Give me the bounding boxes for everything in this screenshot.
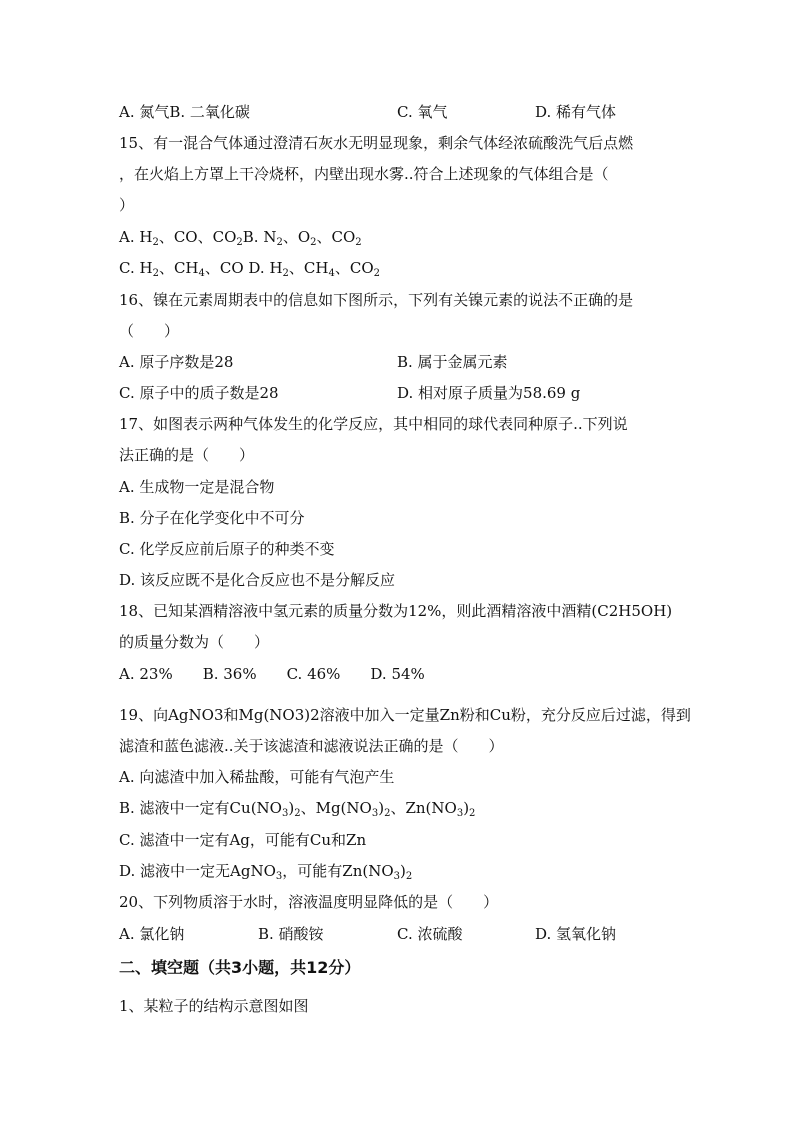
q19-text: 、Mg(NO [300,799,372,817]
q15-text: 、CH [158,259,199,277]
q15-subscript: 4 [328,268,335,279]
q19-option-b [119,798,475,818]
q15-stem-line1: 15、有一混合气体通过澄清石灰水无明显现象，剩余气体经浓硫酸洗气后点燃 [119,134,634,152]
q19-subscript: 3 [275,871,283,882]
q17-stem-line1: 17、如图表示两种气体发生的化学反应，其中相同的球代表同种原子..下列说 [119,415,628,433]
q19-text: B. 滤液中一定有Cu(NO [119,799,282,817]
q15-subscript: 2 [373,268,380,279]
q19-subscript: 2 [405,871,413,882]
q20-option-a: A. 氯化钠 [119,925,185,943]
q15-text: A. H [119,228,153,246]
q19-text: ) [378,799,385,817]
q19-subscript: 2 [294,808,301,819]
q18-options: A. 23% B. 36% C. 46% D. 54% [119,665,425,683]
q19-option-a: A. 向滤渣中加入稀盐酸，可能有气泡产生 [119,768,395,786]
q19-text: 、Zn(NO [390,799,457,817]
section2-question-1: 1、某粒子的结构示意图如图 [119,997,309,1015]
q15-text: 、O [282,228,311,246]
q19-option-c: C. 滤渣中一定有Ag，可能有Cu和Zn [119,831,367,849]
q19-text: ) [463,799,470,817]
q19-subscript: 2 [384,808,391,819]
q19-subscript: 3 [393,871,400,882]
q17-option-d: D. 该反应既不是化合反应也不是分解反应 [119,571,396,589]
q17-stem-line2: 法正确的是（ ） [119,446,255,464]
q15-subscript: 2 [152,268,159,279]
q17-option-c: C. 化学反应前后原子的种类不变 [119,540,335,558]
q19-text: ，可能有Zn(NO [282,862,394,880]
q19-text: ) [288,799,295,817]
q19-subscript: 3 [371,808,379,819]
q16-option-a: A. 原子序数是28 [119,353,234,371]
q15-options-ab [119,227,362,247]
q19-subscript: 3 [281,808,289,819]
q18-stem-line1: 18、已知某酒精溶液中氢元素的质量分数为12%，则此酒精溶液中酒精(C2H5OH) [119,602,673,620]
q19-text: ) [400,862,406,880]
q20-option-d: D. 氢氧化钠 [535,925,617,943]
q15-subscript: 2 [276,237,283,248]
q15-text: B. N [242,228,277,246]
q15-text: 、CO、CO [158,228,237,246]
q16-option-b: B. 属于金属元素 [397,353,508,371]
q19-option-d [119,861,412,881]
q15-stem-line2: ，在火焰上方罩上干冷烧杯，内壁出现水雾..符合上述现象的气体组合是（ [119,165,609,183]
q19-stem-line1: 19、向AgNO3和Mg(NO3)2溶液中加入一定量Zn粉和Cu粉，充分反应后过滤，得到 [119,706,691,724]
q15-text: C. H [119,259,153,277]
q20-option-b: B. 硝酸铵 [258,925,324,943]
q15-subscript: 2 [310,237,317,248]
q19-stem-line2: 滤渣和蓝色滤液..关于该滤渣和滤液说法正确的是（ ） [119,737,504,755]
q15-text: 、CO [316,228,356,246]
q16-stem-line1: 16、镍在元素周期表中的信息如下图所示，下列有关镍元素的说法不正确的是 [119,291,634,309]
q14-option-d: D. 稀有气体 [535,103,617,121]
q19-text: D. 滤液中一定无AgNO [119,862,276,880]
q15-subscript: 4 [198,268,205,279]
q15-subscript: 2 [355,237,362,248]
q15-subscript: 2 [152,237,159,248]
q15-text: 、CH [288,259,329,277]
q20-stem: 20、下列物质溶于水时，溶液温度明显降低的是（ ） [119,893,499,911]
q19-subscript: 3 [456,808,464,819]
q15-subscript: 2 [236,237,243,248]
section-heading: 二、填空题（共3小题，共12分） [119,958,361,977]
q18-stem-line2: 的质量分数为（ ） [119,633,270,651]
q20-option-c: C. 浓硫酸 [397,925,463,943]
q17-option-a: A. 生成物一定是混合物 [119,478,275,496]
q14-option-c: C. 氧气 [397,103,448,121]
q17-option-b: B. 分子在化学变化中不可分 [119,509,305,527]
q15-stem-line3: ） [119,196,135,214]
q19-subscript: 2 [469,808,476,819]
q15-text: 、CO [334,259,374,277]
q16-stem-line2: （ ） [119,322,180,340]
q15-subscript: 2 [282,268,289,279]
q15-options-cd [119,258,380,278]
q15-text: 、CO D. H [204,259,283,277]
q14-option-a: A. 氮气B. 二氧化碳 [119,103,250,121]
q16-option-c: C. 原子中的质子数是28 [119,384,279,402]
q16-option-d: D. 相对原子质量为58.69 g [397,384,581,402]
